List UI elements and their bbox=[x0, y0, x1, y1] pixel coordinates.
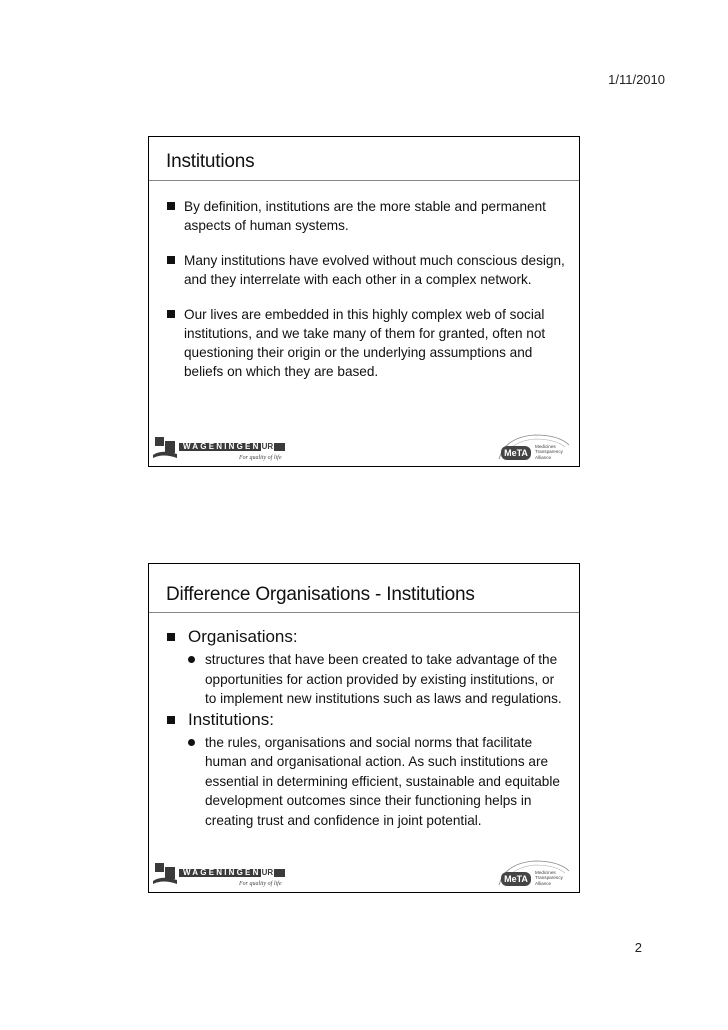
square-bullet-icon bbox=[167, 256, 175, 264]
bullet-text: By definition, institutions are the more stable and permanent aspects of human systems. bbox=[184, 199, 546, 233]
title-divider bbox=[149, 180, 579, 181]
round-bullet-icon bbox=[188, 656, 195, 663]
sub-bullet-item bbox=[166, 733, 565, 831]
meta-logo bbox=[495, 855, 573, 889]
wur-wordmark: WAGENINGENUR bbox=[183, 868, 274, 877]
wageningen-ur-logo bbox=[153, 433, 293, 461]
square-bullet-icon bbox=[167, 633, 175, 641]
bullet-list bbox=[166, 197, 565, 397]
bullet-item bbox=[166, 626, 565, 648]
square-bullet-icon bbox=[167, 202, 175, 210]
bullet-text: Many institutions have evolved without much conscious design, and they interrelate with each other in a complex network. bbox=[184, 253, 565, 287]
wur-tagline: For quality of life bbox=[239, 455, 282, 461]
bullet-item bbox=[166, 305, 565, 381]
sub-bullet-item bbox=[166, 650, 565, 709]
bullet-item bbox=[166, 197, 565, 235]
title-divider bbox=[149, 612, 579, 613]
meta-subtitle: Medicines Transparency Alliance bbox=[535, 443, 563, 460]
slide-title: Institutions bbox=[166, 151, 255, 172]
slide-institutions bbox=[148, 136, 580, 467]
round-bullet-icon bbox=[188, 739, 195, 746]
slide-title: Difference Organisations - Institutions bbox=[166, 584, 475, 605]
square-bullet-icon bbox=[167, 310, 175, 318]
square-bullet-icon bbox=[167, 716, 175, 724]
sub-bullet-text: the rules, organisations and social norms that facilitate human and organisational action. As such institutions are essential in determining efficient, sustainable and equitable development outcomes since their functioning helps in creating trust and confidence in joint potential. bbox=[205, 734, 560, 828]
wur-mark-icon bbox=[153, 861, 177, 885]
slide-difference-organisations-institutions bbox=[148, 563, 580, 893]
meta-badge: MeTA bbox=[501, 446, 531, 460]
section-label: Institutions: bbox=[188, 709, 274, 729]
sub-bullet-text: structures that have been created to take advantage of the opportunities for action provided by existing institutions, or to implement new institutions such as laws and regulations. bbox=[205, 652, 562, 706]
bullet-item bbox=[166, 709, 565, 731]
meta-badge: MeTA bbox=[501, 872, 531, 886]
bullet-list bbox=[166, 626, 565, 830]
slide-footer-logos bbox=[149, 858, 579, 892]
bullet-text: Our lives are embedded in this highly complex web of social institutions, and we take many of them for granted, often not questioning their origin or the underlying assumptions and beliefs on which they are based. bbox=[184, 307, 546, 379]
meta-logo bbox=[495, 429, 573, 463]
meta-subtitle: Medicines Transparency Alliance bbox=[535, 869, 563, 886]
page-number: 2 bbox=[634, 940, 642, 955]
wur-mark-icon bbox=[153, 435, 177, 459]
wur-wordmark: WAGENINGENUR bbox=[183, 442, 274, 451]
wageningen-ur-logo bbox=[153, 859, 293, 887]
bullet-item bbox=[166, 251, 565, 289]
slide-footer-logos bbox=[149, 432, 579, 466]
wur-tagline: For quality of life bbox=[239, 881, 282, 887]
section-label: Organisations: bbox=[188, 627, 298, 646]
page-date: 1/11/2010 bbox=[608, 72, 665, 87]
